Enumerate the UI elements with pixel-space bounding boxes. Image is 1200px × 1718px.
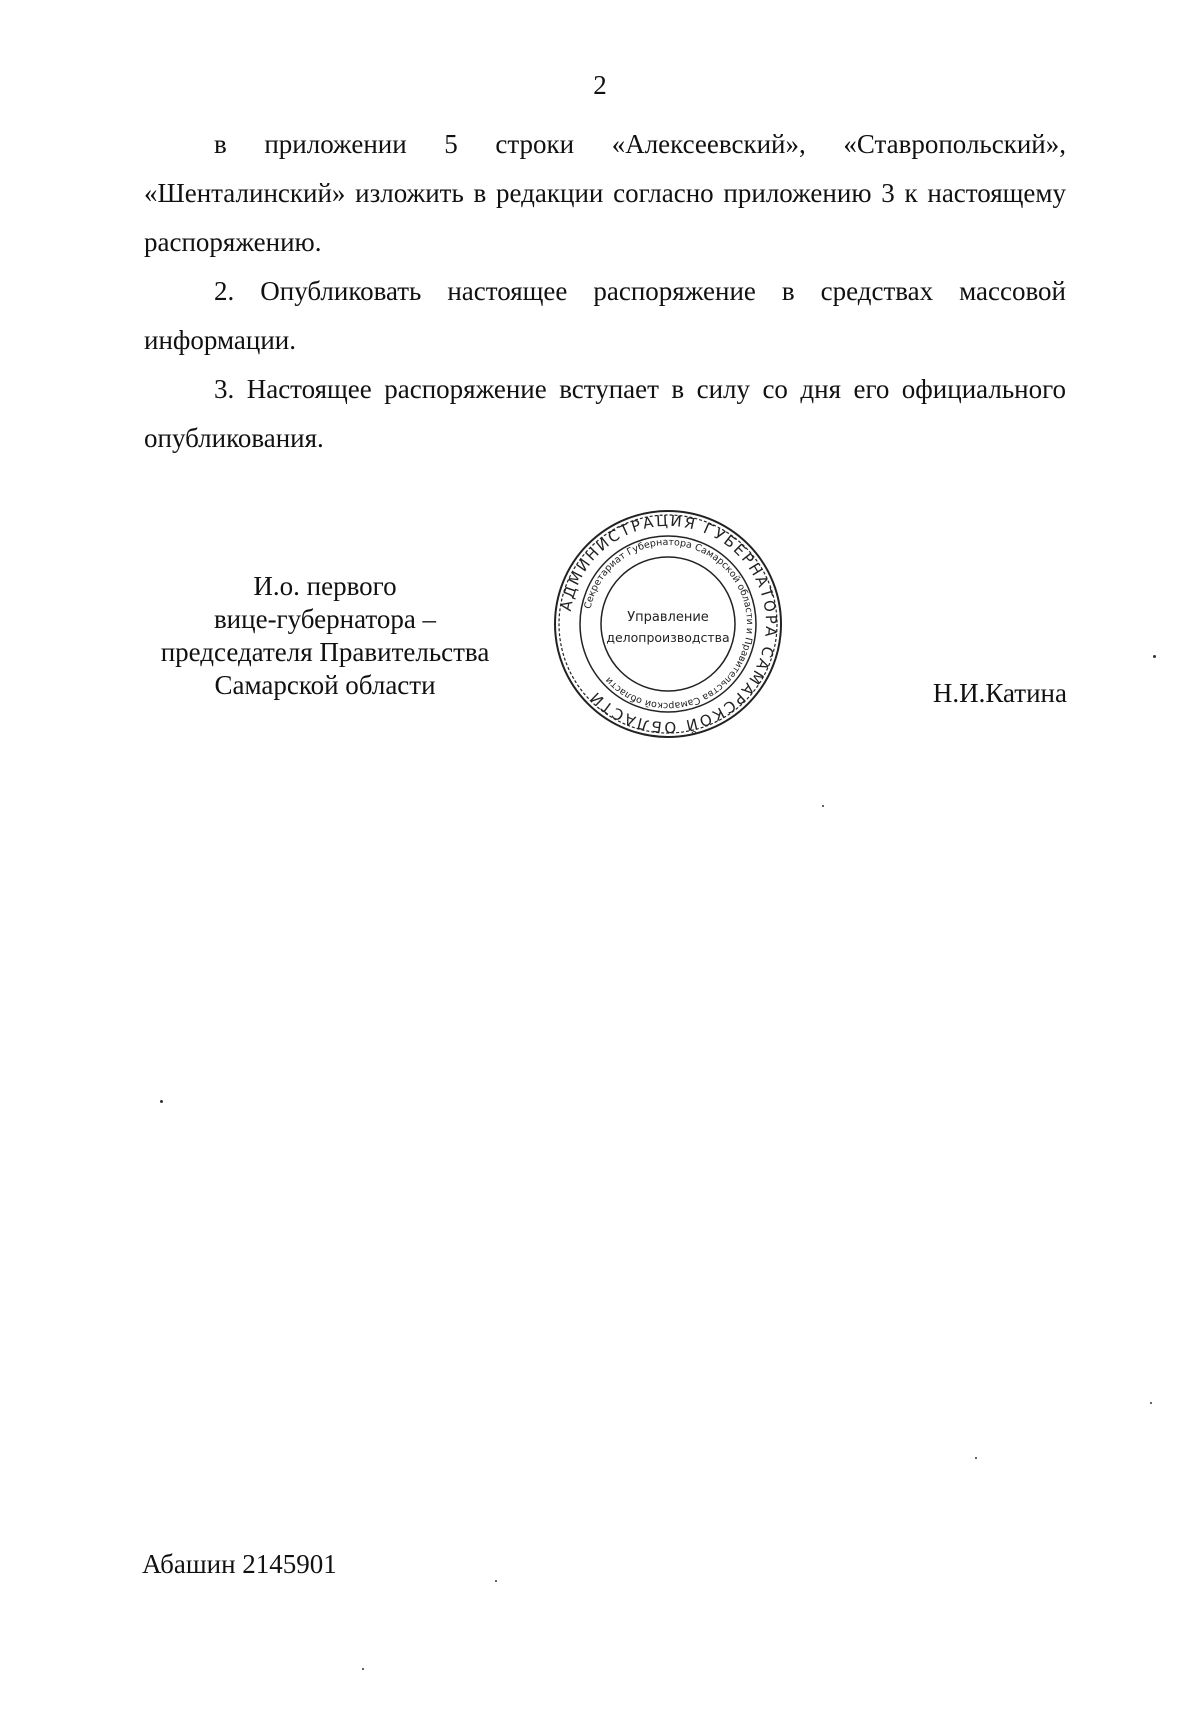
scan-speck <box>362 1668 364 1670</box>
stamp-center-line: делопроизводства <box>606 630 730 645</box>
signatory-position-line: Самарской области <box>214 670 436 700</box>
document-body <box>144 120 1066 463</box>
scan-speck <box>1153 655 1156 658</box>
stamp-outer-text: АДМИНИСТРАЦИЯ ГУБЕРНАТОРА САМАРСКОЙ ОБЛАСТИ <box>556 511 781 737</box>
stamp-inner-ring-text: Секретариат Губернатора Самарской области и Правительства Самарской области <box>582 536 756 712</box>
scan-speck <box>822 805 824 807</box>
signatory-position-line: И.о. первого <box>253 571 397 601</box>
official-stamp <box>552 508 784 740</box>
paragraph-publish: 2. Опубликовать настоящее распоряжение в средствах массовой информации. <box>144 276 1066 355</box>
scan-speck <box>975 1457 977 1459</box>
signatory-position-line: вице-губернатора – <box>213 604 437 634</box>
scan-speck <box>1150 1402 1152 1404</box>
scan-speck <box>160 1100 163 1103</box>
signatory-name: Н.И.Катина <box>932 678 1067 708</box>
paragraph-effective-date: 3. Настоящее распоряжение вступает в силу со дня его официального опубликования. <box>144 374 1066 453</box>
executor-note: Абашин 2145901 <box>142 1549 337 1579</box>
stamp-center-line: Управление <box>627 610 709 625</box>
signatory-position-line: председателя Правительства <box>160 637 490 667</box>
signatory-position <box>140 570 510 702</box>
page-number: 2 <box>593 70 607 100</box>
paragraph-appendix-5: в приложении 5 строки «Алексеевский», «Ставропольский», «Шенталинский» изложить в редакции согласно приложению 3 к настоящему распоряжению. <box>144 129 1066 257</box>
scan-speck <box>495 1580 497 1582</box>
stamp-seal-icon <box>552 508 784 740</box>
